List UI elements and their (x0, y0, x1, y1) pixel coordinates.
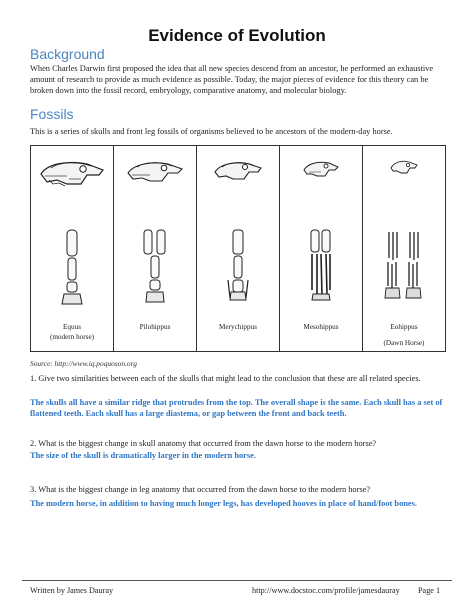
mesohippus-leg-image (301, 228, 341, 302)
fossil-label-eohippus: Eohippus (Dawn Horse) (383, 323, 425, 347)
eohippus-leg-image (381, 228, 427, 304)
footer-page-number: Page 1 (418, 586, 441, 595)
footer-author: Written by James Dauray (30, 586, 114, 595)
fossil-label-equus: Equus (modern horse) (49, 323, 95, 341)
footer-divider (22, 580, 452, 581)
merychippus-skull-image (211, 158, 265, 186)
source-citation: Source: http://www.iq.poquoson.org (30, 359, 137, 368)
background-heading: Background (30, 46, 105, 62)
pilohippus-leg-image (135, 228, 175, 306)
fossil-label-mesohippus: Mesohippus (303, 323, 339, 331)
fossil-cell-eohippus (363, 146, 446, 352)
fossil-cell-mesohippus (280, 146, 363, 352)
answer-2: The size of the skull is dramatically larger in the modern horse. (30, 451, 256, 460)
merychippus-leg-image (218, 228, 258, 304)
footer-link[interactable]: http://www.docstoc.com/profile/jamesdauray (252, 586, 400, 595)
fossil-cell-equus (31, 146, 114, 352)
question-3: 3. What is the biggest change in leg anatomy that occurred from the dawn horse to the modern horse? (30, 485, 371, 494)
fossils-intro: This is a series of skulls and front leg fossils of organisms believed to be ancestors of the modern-day horse. (30, 127, 393, 136)
fossil-label-merychippus: Merychippus (219, 323, 257, 331)
answer-1: The skulls all have a similar ridge that protrudes from the top. The overall shape is the same. Each skull has a set of flattened teeth. Each skull has a large diastema, or gap between the front and back teeth. (30, 398, 443, 418)
answer-3: The modern horse, in addition to having much longer legs, has developed hooves in place of hand/foot bones. (30, 499, 418, 508)
question-1: 1. Give two similarities between each of the skulls that might lead to the conclusion that these are all related species. (30, 374, 421, 383)
mesohippus-skull-image (301, 158, 341, 182)
equus-leg-image (52, 228, 92, 308)
fossil-cell-merychippus (197, 146, 280, 352)
page-title: Evidence of Evolution (148, 26, 326, 45)
fossil-label-pilohippus: Pilohippus (139, 323, 171, 331)
fossil-cell-pilohippus (114, 146, 197, 352)
question-2: 2. What is the biggest change in skull anatomy that occurred from the dawn horse to the modern horse? (30, 439, 377, 448)
equus-skull-image (37, 158, 107, 192)
background-text: When Charles Darwin first proposed the idea that all new species descend from an ancestor, he performed an exhaustive amount of research to provide as much evidence as possible. Today, the major pieces of evidence for this theory can be broken down into the fossil record, embryology, comparative anatomy, and molecular biology. (30, 64, 434, 95)
fossils-heading: Fossils (30, 106, 74, 122)
pilohippus-skull-image (124, 158, 186, 188)
fossil-table (30, 145, 446, 352)
eohippus-skull-image (389, 158, 419, 178)
